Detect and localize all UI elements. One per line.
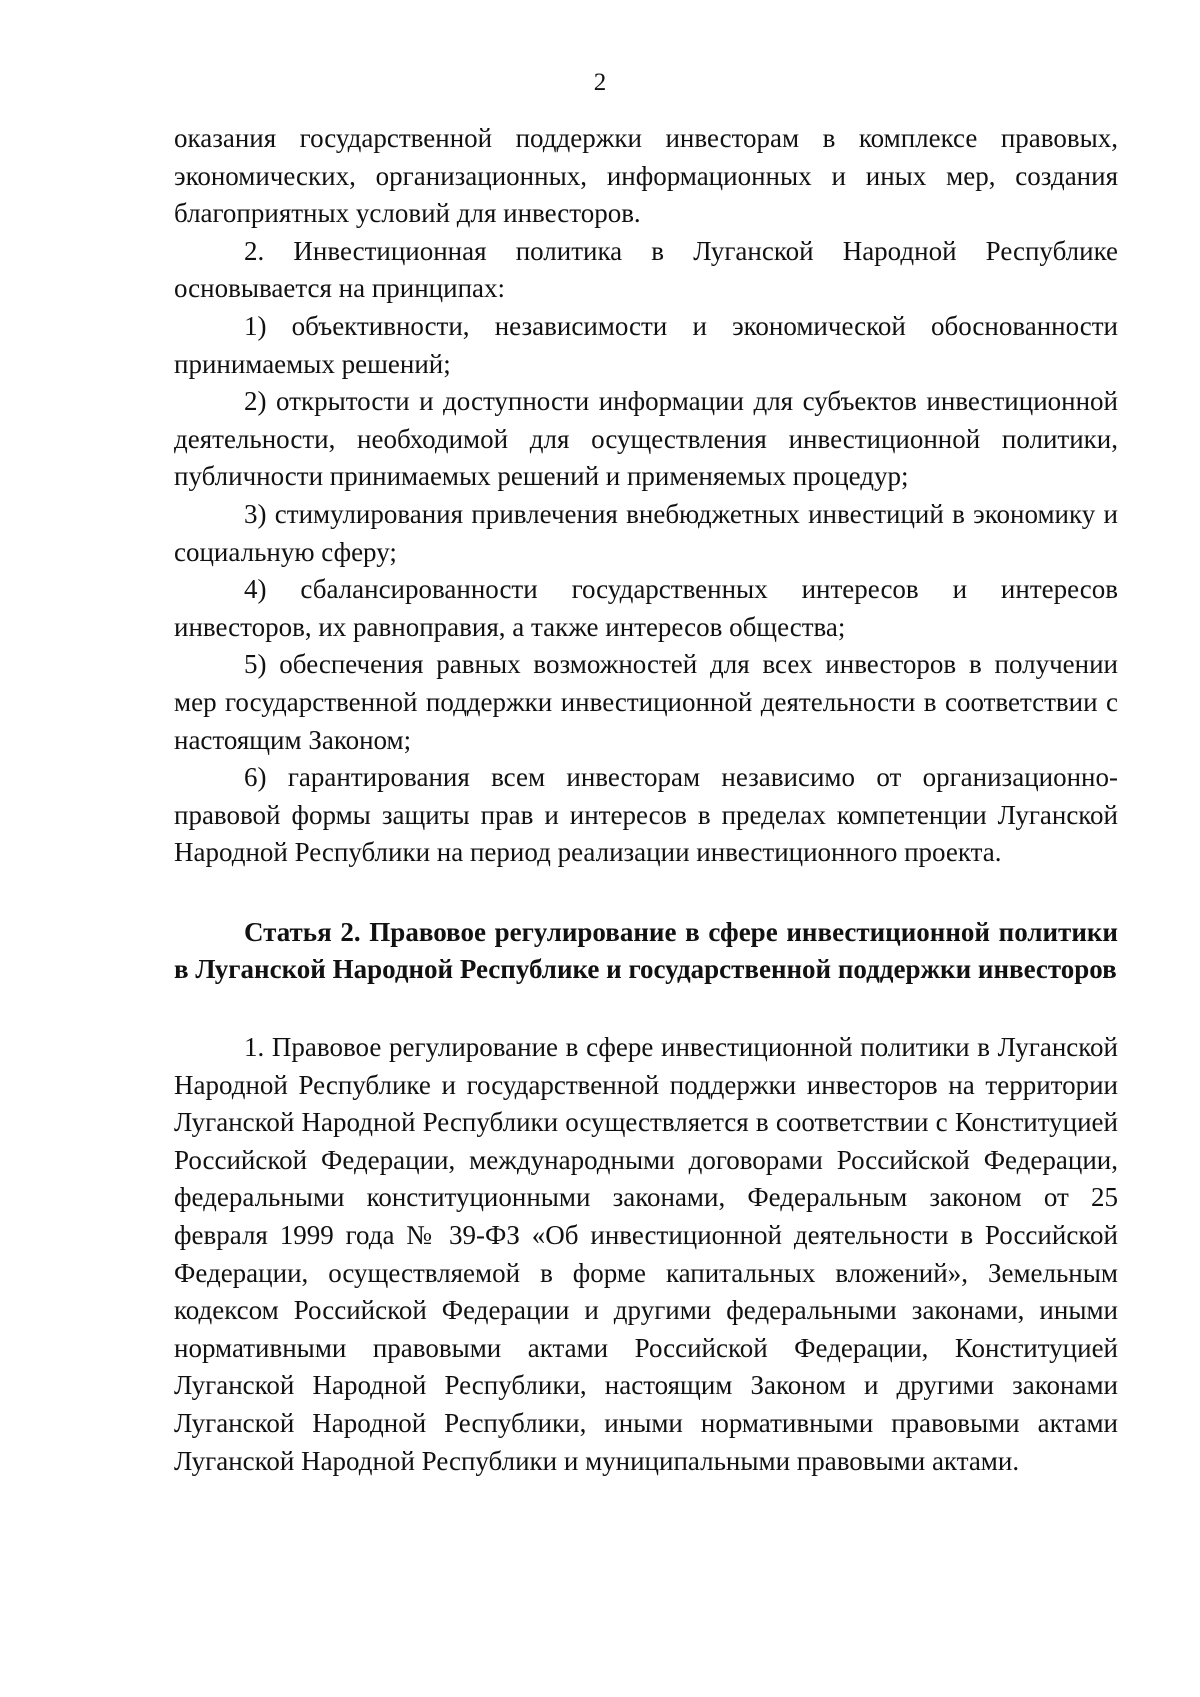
intro-continuation-paragraph: оказания государственной поддержки инвесторам в комплексе правовых, экономических, организационных, информационных и иных мер, создания благоприятных условий для инвесторов. bbox=[174, 123, 1118, 229]
page-number: 2 bbox=[593, 69, 607, 96]
document-body bbox=[174, 120, 1118, 1480]
principle-6-paragraph: 6) гарантирования всем инвесторам независимо от организационно-правовой формы защиты прав и интересов в пределах компетенции Луганской Народной Республики на период реализации инвестиционного проекта. bbox=[174, 762, 1118, 868]
article-2-heading: Статья 2. Правовое регулирование в сфере инвестиционной политики в Луганской Народной Республике и государственной поддержки инвесторов bbox=[174, 916, 1118, 985]
principle-1-paragraph: 1) объективности, независимости и экономической обоснованности принимаемых решений; bbox=[174, 310, 1118, 379]
item-2-paragraph: 2. Инвестиционная политика в Луганской Народной Республике основывается на принципах: bbox=[174, 235, 1118, 304]
article-2-item-1-paragraph: 1. Правовое регулирование в сфере инвестиционной политики в Луганской Народной Республике и государственной поддержки инвесторов на территории Луганской Народной Республики осуществляется в соответствии с Конституцией Российской Федерации, международными договорами Российской Федерации, федеральными конституционными законами, Федеральным законом от 25 февраля 1999 года № 39-ФЗ «Об инвестиционной деятельности в Российской Федерации, осуществляемой в форме капитальных вложений», Земельным кодексом Российской Федерации и другими федеральными законами, иными нормативными правовыми актами Российской Федерации, Конституцией Луганской Народной Республики, настоящим Законом и другими законами Луганской Народной Республики, иными нормативными правовыми актами Луганской Народной Республики и муниципальными правовыми актами. bbox=[174, 1032, 1118, 1476]
principle-3-paragraph: 3) стимулирования привлечения внебюджетных инвестиций в экономику и социальную сферу; bbox=[174, 498, 1118, 567]
principle-5-paragraph: 5) обеспечения равных возможностей для всех инвесторов в получении мер государственной поддержки инвестиционной деятельности в соответствии с настоящим Законом; bbox=[174, 649, 1118, 755]
principle-2-paragraph: 2) открытости и доступности информации для субъектов инвестиционной деятельности, необходимой для осуществления инвестиционной политики, публичности принимаемых решений и применяемых процедур; bbox=[174, 386, 1118, 492]
principle-4-paragraph: 4) сбалансированности государственных интересов и интересов инвесторов, их равноправия, а также интересов общества; bbox=[174, 574, 1118, 642]
